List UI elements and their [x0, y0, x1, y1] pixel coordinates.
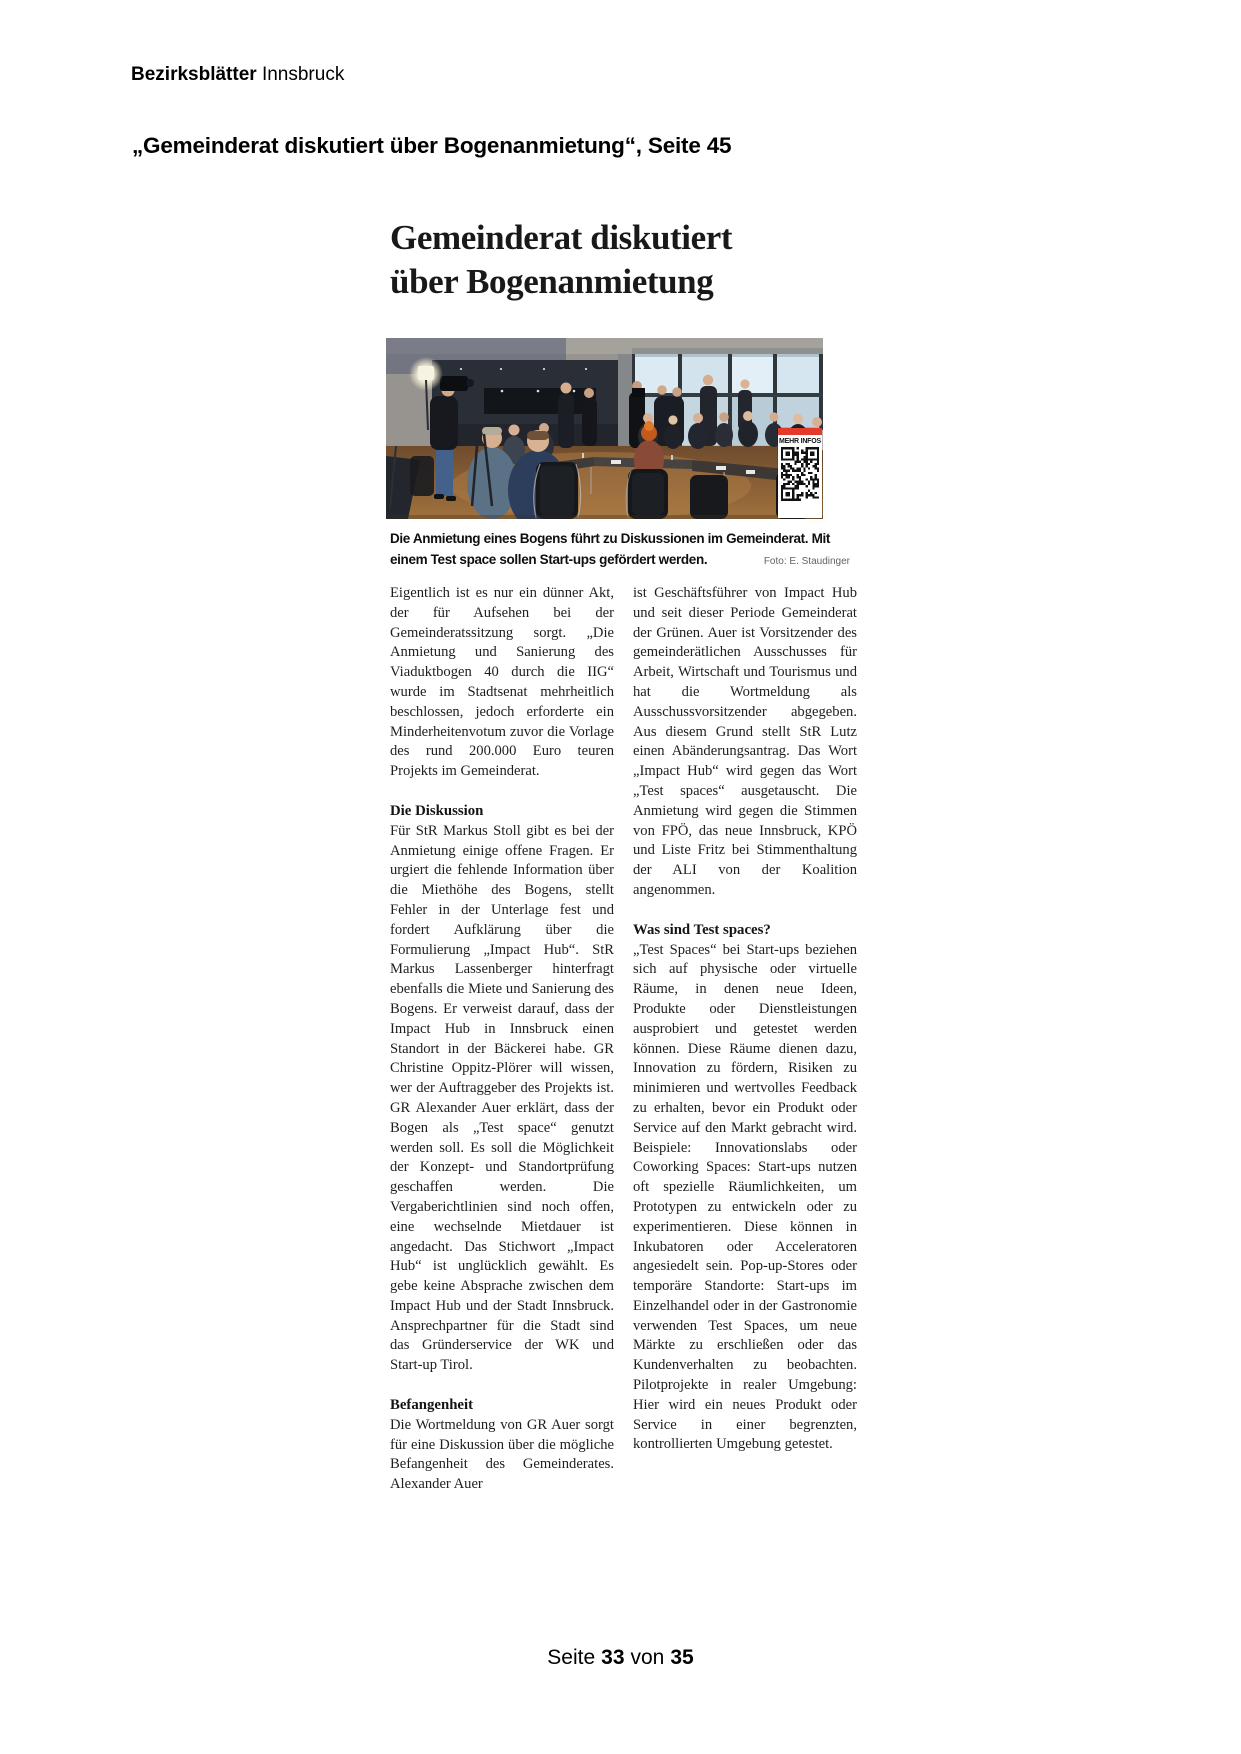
photo-caption [390, 529, 850, 572]
body-column-left [390, 584, 614, 1495]
paragraph: ist Geschäftsführer von Impact Hub und seit dieser Periode Gemeinderat der Grünen. Auer ist Vorsitzender des gemeinderätlichen Ausschusses für Arbeit, Wirtschaft und Tourismus und hat die Wortmeldung als Ausschussvorsitzender abgegeben. Aus diesem Grund stellt StR Lutz einen Abänderungsantrag. Das Wort „Impact Hub“ wird gegen das Wort „Test spaces“ ausgetauscht. Die Anmietung wird gegen die Stimmen von FPÖ, das neue Innsbruck, KPÖ und Liste Fritz bei Stimmenthaltung der ALI von der Koalition angenommen. [633, 585, 857, 898]
headline-line-2: über Bogenanmietung [390, 262, 714, 301]
clipping-title: „Gemeinderat diskutiert über Bogenanmietung“, Seite 45 [132, 133, 732, 158]
body-column-right [633, 584, 857, 1455]
article-headline [390, 216, 840, 304]
subheading: Was sind Test spaces? [633, 921, 771, 938]
qr-red-stripe [778, 428, 822, 435]
caption-line-1: Die Anmietung eines Bogens führt zu Diskussionen im Gemeinderat. Mit [390, 531, 831, 546]
qr-infobox [778, 428, 822, 518]
paragraph: Die Wortmeldung von GR Auer sorgt für eine Diskussion über die mögliche Befangenheit des Gemeinderates. Alexander Auer [390, 1416, 614, 1493]
subheading: Die Diskussion [390, 802, 484, 819]
photo-credit: Foto: E. Staudinger [763, 555, 850, 567]
subheading: Befangenheit [390, 1397, 474, 1414]
meeting-room-scene [386, 338, 823, 519]
qr-label: MEHR INFOS [779, 438, 821, 445]
qr-code-icon [781, 447, 819, 501]
paragraph: Eigentlich ist es nur ein dünner Akt, der für Aufsehen bei der Gemeinderatssitzung sorgt. „Die Anmietung und Sanierung des Viaduktbogen 40 durch die IIG“ wurde im Stadtsenat mehrheitlich beschlossen, jedoch erforderte ein Minderheitenvotum zuvor die Vorlage des rund 200.000 Euro teuren Projekts im Gemeinderat. [390, 585, 614, 780]
publication-region: Innsbruck [261, 64, 345, 85]
footer-label-of: von [630, 1646, 665, 1669]
page-footer [0, 1646, 1241, 1670]
paragraph: „Test Spaces“ bei Start-ups beziehen sich auf physische oder virtuelle Räume, in denen neue Ideen, Produkte oder Dienstleistungen ausprobiert und getestet werden können. Diese Räume dienen dazu, Innovation zu fördern, Risiken zu minimieren und wertvolles Feedback zu erhalten, bevor ein Produkt oder Service auf den Markt gebracht wird. Beispiele: Innovationslabs oder Coworking Spaces: Start-ups nutzen oft spezielle Räumlichkeiten, um Prototypen zu entwickeln oder zu experimentieren. Diese können in Inkubatoren oder Acceleratoren angesiedelt sein. Pop-up-Stores oder temporäre Standorte: Start-ups im Einzelhandel oder in der Gastronomie verwenden Test Spaces, um neue Märkte zu erschließen oder das Kundenverhalten zu beobachten. Pilotprojekte in realer Umgebung: Hier wird ein neues Produkt oder Service in einer begrenzten, kontrollierten Umgebung getestet. [633, 941, 857, 1453]
caption-line-2: einem Test space sollen Start-ups gefördert werden. [390, 551, 708, 567]
footer-page-total: 35 [670, 1646, 694, 1669]
article-photo [386, 338, 823, 519]
footer-page-current: 33 [601, 1646, 625, 1669]
publication-header [131, 64, 344, 86]
publication-name: Bezirksblätter [131, 64, 257, 85]
headline-line-1: Gemeinderat diskutiert [390, 218, 733, 257]
footer-label-page: Seite [547, 1646, 596, 1669]
paragraph: Für StR Markus Stoll gibt es bei der Anmietung einige offene Fragen. Er urgiert die fehlende Information über die Miethöhe des Bogens, stellt Fehler in der Unterlage fest und fordert Aufklärung über die Formulierung „Impact Hub“. StR Markus Lassenberger hinterfragt ebenfalls die Miete und Sanierung des Bogens. Er verweist darauf, dass der Impact Hub in Innsbruck einen Standort in der Bäckerei habe. GR Christine Oppitz-Plörer will wissen, wer der Auftraggeber des Projekts ist. GR Alexander Auer erklärt, dass der Bogen als „Test space“ genutzt werden soll. Es soll die Möglichkeit der Konzept- und Standortprüfung geschaffen werden. Die Vergaberichtlinien sind noch offen, eine wechselnde Mietdauer ist angedacht. Das Stichwort „Impact Hub“ ist unglücklich gewählt. Es gebe keine Absprache zwischen dem Impact Hub und der Stadt Innsbruck. Ansprechpartner für die Stadt sind das Gründerservice der WK und Start-up Tirol. [390, 822, 614, 1374]
